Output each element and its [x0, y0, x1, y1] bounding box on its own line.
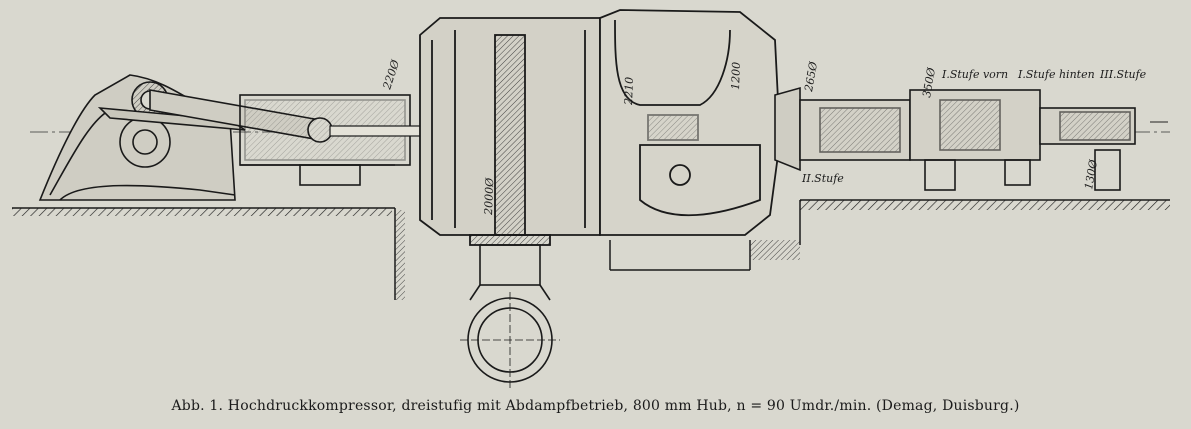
label-265: 265Ø [802, 60, 821, 93]
label-stage1-rear: I.Stufe hinten [1018, 68, 1095, 81]
label-stage2: II.Stufe [802, 172, 844, 185]
label-2210: 2210 [622, 76, 636, 106]
label-stage1-front: I.Stufe vorn [942, 68, 1009, 81]
exhaust-pipe [460, 245, 560, 388]
figure-caption: Abb. 1. Hochdruckkompressor, dreistufig mit Abdampfbetrieb, 800 mm Hub, n = 90 Umdr./min. (Demag, Duisburg.) [171, 398, 1020, 414]
crank-frame [40, 75, 245, 200]
label-2000: 2000Ø [482, 177, 497, 216]
steam-cylinder [420, 18, 600, 245]
label-350: 350Ø [920, 66, 939, 99]
label-1200: 1200 [729, 61, 743, 91]
label-stage3: III.Stufe [1100, 68, 1147, 81]
middle-frame [600, 10, 780, 235]
label-220: 220Ø [380, 58, 403, 91]
label-130: 130Ø [1082, 158, 1101, 191]
